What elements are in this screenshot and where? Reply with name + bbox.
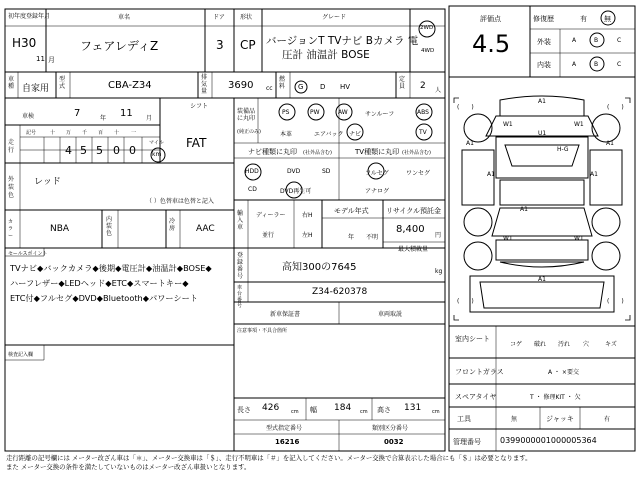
- sheet-item: 破れ: [534, 341, 547, 348]
- length-value: 426: [262, 403, 280, 413]
- sales-line: ETC付◆フルセグ◆DVD◆Bluetooth◆パワーシート: [10, 293, 198, 303]
- damage-label: W1: [503, 235, 513, 242]
- mileage-label: 走行: [8, 139, 15, 154]
- damage-label: A1: [520, 206, 528, 213]
- tools-value: 無: [511, 416, 518, 423]
- import-left: 左H: [302, 232, 313, 239]
- max-load-unit: kg: [435, 268, 443, 275]
- mileage-digit: 0: [129, 144, 136, 157]
- interior-grade-a: A: [572, 61, 577, 68]
- paren-mark: ( ): [607, 298, 624, 305]
- registration-month-unit: 月: [48, 56, 55, 64]
- equip-sunroof: サンルーフ: [365, 111, 395, 118]
- damage-label: A1: [538, 276, 546, 283]
- mileage-digit: 0: [113, 144, 120, 157]
- category-label: 類別区分番号: [372, 425, 409, 432]
- capacity-label: 定員: [399, 76, 406, 90]
- car-name: フェアレディZ: [80, 39, 159, 53]
- import-right: 右H: [302, 212, 313, 219]
- color-code-label: カラー: [8, 219, 14, 239]
- windshield-value: A ・ ×要交: [548, 369, 579, 376]
- model-year-unknown: 不明: [366, 234, 379, 241]
- interior-label: 内装: [537, 61, 551, 69]
- nav-dvd: DVD: [287, 168, 301, 175]
- nav-type-label: ナビ種類に丸印: [248, 148, 297, 156]
- doors-value: 3: [216, 38, 224, 52]
- sheet-item: コゲ: [510, 341, 523, 348]
- displacement-unit: cc: [266, 85, 273, 92]
- damage-label: A1: [590, 171, 598, 178]
- repair-yes: 有: [580, 15, 587, 23]
- paren-mark: ( ): [607, 104, 624, 111]
- paren-mark: ( ): [457, 104, 474, 111]
- mileage-digit-label: 一: [131, 130, 137, 136]
- interior-grade-b: B: [594, 61, 599, 68]
- grade-label: グレード: [322, 14, 347, 21]
- doors-label: ドア: [213, 14, 225, 21]
- registration-year: H30: [12, 36, 37, 50]
- grade-line2: 圧計 油温計 BOSE: [282, 49, 370, 61]
- equip-tv: TV: [419, 129, 427, 136]
- mileage-digit-label: 千: [82, 130, 88, 136]
- inspection-month-unit: 月: [146, 115, 153, 122]
- shape-label: 形状: [240, 14, 253, 21]
- tools-label: 工具: [457, 415, 471, 423]
- nav-cd: CD: [248, 186, 257, 193]
- score-label: 評価点: [480, 15, 501, 23]
- nav-dvd-play: DVD再生可: [280, 188, 312, 195]
- damage-label: A1: [606, 140, 614, 147]
- spare-label: スペアタイヤ: [455, 393, 497, 401]
- manage-value: 0399000001000005364: [500, 436, 597, 445]
- height-value: 131: [404, 403, 422, 413]
- sales-line: ハーフレザー◆LEDヘッド◆ETC◆スマートキー◆: [10, 278, 189, 288]
- grade-line1: バージョンT TVナビ Bカメラ 電: [266, 35, 419, 47]
- exterior-grade-c: C: [617, 37, 622, 44]
- fuel-hv: HV: [340, 83, 351, 91]
- equip-pw: PW: [310, 109, 320, 116]
- mileage-digit: 5: [96, 144, 103, 157]
- equip-airbag: エアバック: [314, 131, 344, 138]
- interior-color-label: 内装色: [106, 216, 113, 237]
- sheet-item: 汚れ: [558, 341, 571, 348]
- tv-oneseg: ワンセグ: [406, 170, 431, 177]
- tv-type-sub: (社外品含む): [402, 150, 431, 156]
- mileage-digit: 4: [65, 144, 72, 157]
- equip-nav: ナビ: [349, 131, 362, 138]
- model-value: CBA-Z34: [108, 80, 152, 91]
- footer-line2: また メーター交換の条件を満たしていないものはメーター改ざん車扱いとなります。: [6, 463, 251, 471]
- inspection-year: 7: [74, 108, 81, 119]
- fuel-label: 燃料: [279, 76, 286, 90]
- footer-line1: 走行距離の記号欄には メーター改ざん車は「＊」、メーター交換車は「＄」、走行不明車は「＃」を記入してください。メーター交換で合算表示した場合にも「＄」は必要となります。: [6, 454, 532, 462]
- import-dealer: ディーラー: [256, 212, 286, 219]
- damage-label: W1: [574, 121, 584, 128]
- type-designation-value: 16216: [275, 438, 300, 446]
- tv-analog: アナログ: [365, 188, 390, 195]
- model-year-label: モデル年式: [334, 207, 369, 215]
- height-label: 高さ: [377, 406, 391, 414]
- nav-sd: SD: [322, 168, 331, 175]
- interior-grade-c: C: [617, 61, 622, 68]
- fuel-g: G: [298, 83, 304, 91]
- inspection-label: 車検: [22, 113, 35, 120]
- fuel-d: D: [320, 83, 326, 91]
- recycle-label: リサイクル預託金: [386, 207, 442, 215]
- inspector-label: 検査記入欄: [8, 352, 34, 358]
- sheet-item: 穴: [583, 341, 590, 348]
- capacity-value: 2: [420, 81, 426, 91]
- paren-mark: ( ): [457, 298, 474, 305]
- sales-line: TVナビ◆バックカメラ◆後期◆電圧計◆油温計◆BOSE◆: [10, 263, 212, 273]
- jack-label: ジャッキ: [546, 415, 574, 423]
- equipment-sublabel: (純正のみ): [237, 129, 261, 135]
- color-value: レッド: [34, 177, 61, 187]
- interior-sheet-label: 室内シート: [455, 335, 490, 343]
- chassis-value: Z34-620378: [312, 287, 368, 297]
- equip-abs: ABS: [417, 109, 429, 116]
- nav-hdd: HDD: [245, 168, 259, 175]
- plate-value: 高知300の7645: [282, 262, 357, 273]
- category-value: 0032: [384, 438, 404, 446]
- exterior-label: 外装: [537, 38, 551, 46]
- model-year-year: 年: [348, 234, 355, 241]
- color-label: 外装色: [8, 176, 15, 199]
- color-note: （ ）色替車は色替と記入: [146, 198, 214, 205]
- type-designation-label: 型式指定番号: [266, 425, 303, 432]
- damage-label: H-G: [557, 146, 569, 153]
- mileage-digit: 5: [80, 144, 87, 157]
- ac-label: 冷房: [169, 218, 176, 232]
- registration-month: 11: [36, 55, 45, 63]
- vehicle-value: 自家用: [22, 84, 50, 94]
- mileage-digit-label: 万: [66, 130, 72, 136]
- registration-label: 初年度登録年月: [8, 13, 51, 20]
- exterior-grade-b: B: [594, 37, 599, 44]
- mileage-unit-km: km: [152, 151, 162, 158]
- equipment-label: 装備品に丸印: [237, 108, 256, 122]
- displacement-value: 3690: [228, 80, 254, 91]
- length-label: 長さ: [237, 406, 251, 414]
- sales-point-label: セールスポイント: [8, 251, 48, 257]
- recycle-unit: 円: [435, 232, 442, 239]
- mileage-digit-label: 記号: [26, 130, 37, 136]
- equip-aw: AW: [338, 109, 348, 116]
- mileage-digit-label: 百: [98, 130, 104, 136]
- damage-label: W1: [503, 121, 513, 128]
- mileage-digit-label: 十: [114, 130, 120, 136]
- spare-value: T ・ 修理KIT ・ 欠: [530, 394, 581, 401]
- width-value: 184: [334, 403, 352, 413]
- damage-label: A1: [466, 140, 474, 147]
- vehicle-label: 車種: [8, 76, 15, 90]
- inspection-month: 11: [120, 108, 133, 119]
- drive-4wd: 4WD: [421, 48, 435, 54]
- nav-type-sub: (社外品含む): [303, 150, 332, 156]
- equip-ps: PS: [282, 109, 290, 116]
- sheet-item: キズ: [605, 341, 617, 348]
- vehicle-manual: 車両取説: [378, 311, 403, 318]
- color-code-value: NBA: [50, 224, 70, 234]
- shape-value: CP: [240, 38, 256, 52]
- capacity-unit: 人: [435, 87, 442, 94]
- windshield-label: フロントガラス: [455, 368, 504, 376]
- width-label: 幅: [310, 406, 317, 414]
- equip-leather: 本革: [280, 131, 293, 138]
- ac-value: AAC: [196, 224, 215, 234]
- damage-label: A1: [487, 171, 495, 178]
- displacement-label: 排気量: [201, 74, 208, 95]
- mileage-digit-label: 十: [50, 130, 56, 136]
- exterior-grade-a: A: [572, 37, 577, 44]
- manage-label: 管理番号: [453, 438, 481, 446]
- height-unit: cm: [432, 409, 440, 415]
- shift-value: FAT: [186, 136, 207, 150]
- damage-label: A1: [538, 98, 546, 105]
- max-load-label: 最大積載量: [398, 246, 429, 253]
- tv-type-label: TV種類に丸印: [355, 148, 400, 156]
- chassis-label: 車台番号: [237, 285, 243, 309]
- damage-label: U1: [538, 130, 547, 137]
- import-parallel: 並行: [262, 232, 275, 239]
- length-unit: cm: [291, 409, 299, 415]
- plate-label: 登録番号: [237, 252, 244, 280]
- drive-2wd: 2WD: [420, 25, 434, 31]
- inspection-year-unit: 年: [100, 115, 107, 122]
- caution-label: 注意事項・不具合箇所: [237, 328, 288, 334]
- recycle-value: 8,400: [396, 224, 425, 235]
- tv-fullseg: フルセグ: [365, 170, 389, 177]
- repair-no: 無: [604, 15, 611, 23]
- jack-value: 有: [604, 416, 611, 423]
- car-name-label: 車名: [118, 14, 131, 21]
- repair-label: 修復歴: [533, 15, 554, 23]
- new-car-warranty: 新車保証書: [270, 311, 301, 318]
- import-label: 輸入車: [237, 210, 244, 231]
- model-label: 型式: [59, 76, 66, 90]
- width-unit: cm: [360, 409, 368, 415]
- mileage-unit-mile: マイル: [149, 140, 164, 146]
- damage-label: W1: [574, 235, 584, 242]
- score-value: 4.5: [472, 30, 511, 58]
- shift-label: シフト: [190, 103, 209, 110]
